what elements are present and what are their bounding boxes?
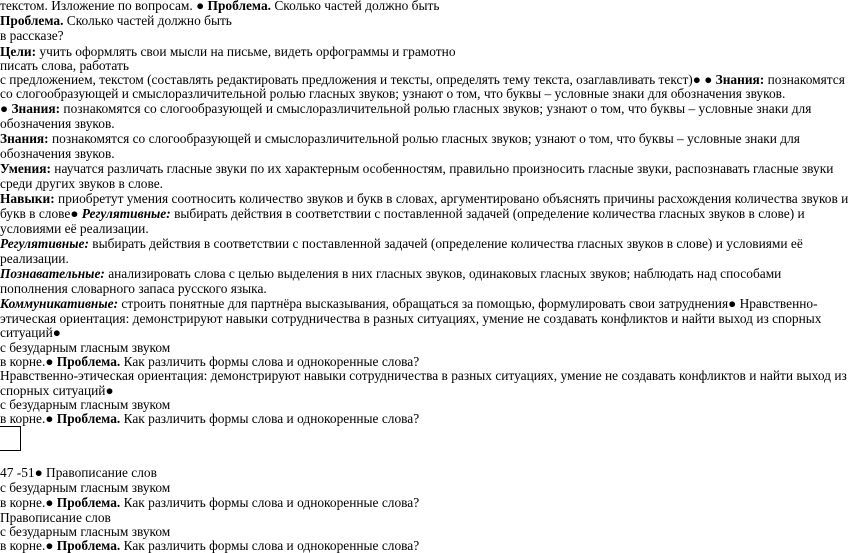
text-line: Познавательные: анализировать слова с целью выделения в них гласных звуков, одинаковых гласных звуков; наблюдать над способами: [0, 266, 782, 281]
text-line: реализации.: [0, 251, 69, 266]
text-line: обозначения звуков.: [0, 146, 115, 161]
bullet-icon: ●: [45, 538, 54, 553]
text-line: со слогообразующей и смыслоразличительной ролью гласных звуков; узнают о том, что буквы – условные знаки для обозначения звуков.: [0, 86, 786, 101]
text-line: Умения: научатся различать гласные звуки по их характерным особенностям, правильно произносить гласные звуки, распознавать гласные звуки: [0, 161, 834, 176]
text-line: Коммуникативные: строить понятные для партнёра высказывания, обращаться за помощью, формулировать свои затруднения● Нравственно-: [0, 296, 818, 311]
text-line: среди других звуков в слове.: [0, 176, 164, 191]
text-line: Нравственно-этическая ориентация: демонстрируют навыки сотрудничества в разных ситуациях, умение не создавать конфликтов и найти выход из: [0, 368, 847, 383]
text-line: условиями её реализации.: [0, 221, 149, 236]
text-line: этическая ориентация: демонстрируют навыки сотрудничества в разных ситуациях, умение не создавать конфликтов и найти выход из спорных: [0, 311, 822, 326]
text-line: с безударным гласным звуком: [0, 524, 171, 539]
bullet-icon: ●: [52, 325, 61, 340]
text-line: Знания: познакомятся со слогообразующей и смыслоразличительной ролью гласных звуков; узнают о том, что буквы – условные знаки для: [0, 131, 800, 146]
text-line: с предложением, текстом (составлять редактировать предложения и тексты, определять тему текста, озаглавливать текст)● ● Знания: познакомятся: [0, 72, 845, 87]
text-line: Регулятивные: выбирать действия в соответствии с поставленной задачей (определение количества гласных звуков в слове) и условиями её: [0, 236, 803, 251]
text-line: с безударным гласным звуком: [0, 340, 171, 355]
bullet-icon: ●: [45, 411, 54, 426]
bullet-icon: ●: [105, 383, 114, 398]
text-line: ситуаций●: [0, 325, 61, 340]
bullet-icon: ●: [34, 465, 43, 480]
text-line: букв в слове● Регулятивные: выбирать действия в соответствии с поставленной задачей (определение количества гласных звуков в слове) и: [0, 206, 805, 221]
text-line: Цели: учить оформлять свои мысли на письме, видеть орфограммы и грамотно: [0, 44, 456, 59]
bullet-icon: ●: [70, 206, 79, 221]
text-line: с безударным гласным звуком: [0, 397, 171, 412]
bullet-icon: ●: [0, 101, 9, 116]
text-line: обозначения звуков.: [0, 116, 115, 131]
bullet-icon: ● ●: [692, 72, 713, 87]
text-line: в корне.● Проблема. Как различить формы слова и однокоренные слова?: [0, 411, 420, 426]
text-line: Проблема. Сколько частей должно быть: [0, 13, 232, 28]
text-line: пополнения словарного запаса русского языка.: [0, 281, 267, 296]
bullet-icon: ●: [45, 354, 54, 369]
text-line: с безударным гласным звуком: [0, 480, 171, 495]
text-line: в корне.● Проблема. Как различить формы слова и однокоренные слова?: [0, 354, 420, 369]
text-line: 47 -51● Правописание слов: [0, 465, 157, 480]
bullet-icon: ●: [728, 296, 737, 311]
text-line: в корне.● Проблема. Как различить формы слова и однокоренные слова?: [0, 538, 420, 553]
text-line: спорных ситуаций●: [0, 383, 114, 398]
bullet-icon: ●: [45, 495, 54, 510]
text-line: ● Знания: познакомятся со слогообразующей и смыслоразличительной ролью гласных звуков; узнают о том, что буквы – условные знаки для: [0, 101, 812, 116]
text-line: в рассказе?: [0, 28, 64, 43]
bullet-icon: ●: [196, 0, 205, 13]
empty-box: [0, 426, 21, 451]
text-line: текстом. Изложение по вопросам. ● Проблема. Сколько частей должно быть: [0, 0, 440, 13]
text-line: в корне.● Проблема. Как различить формы слова и однокоренные слова?: [0, 495, 420, 510]
text-line: Правописание слов: [0, 510, 111, 525]
text-line: писать слова, работать: [0, 58, 129, 73]
text-line: Навыки: приобретут умения соотносить количество звуков и букв в словах, аргументировано объяснять причины расхождения количества звуков и: [0, 191, 848, 206]
